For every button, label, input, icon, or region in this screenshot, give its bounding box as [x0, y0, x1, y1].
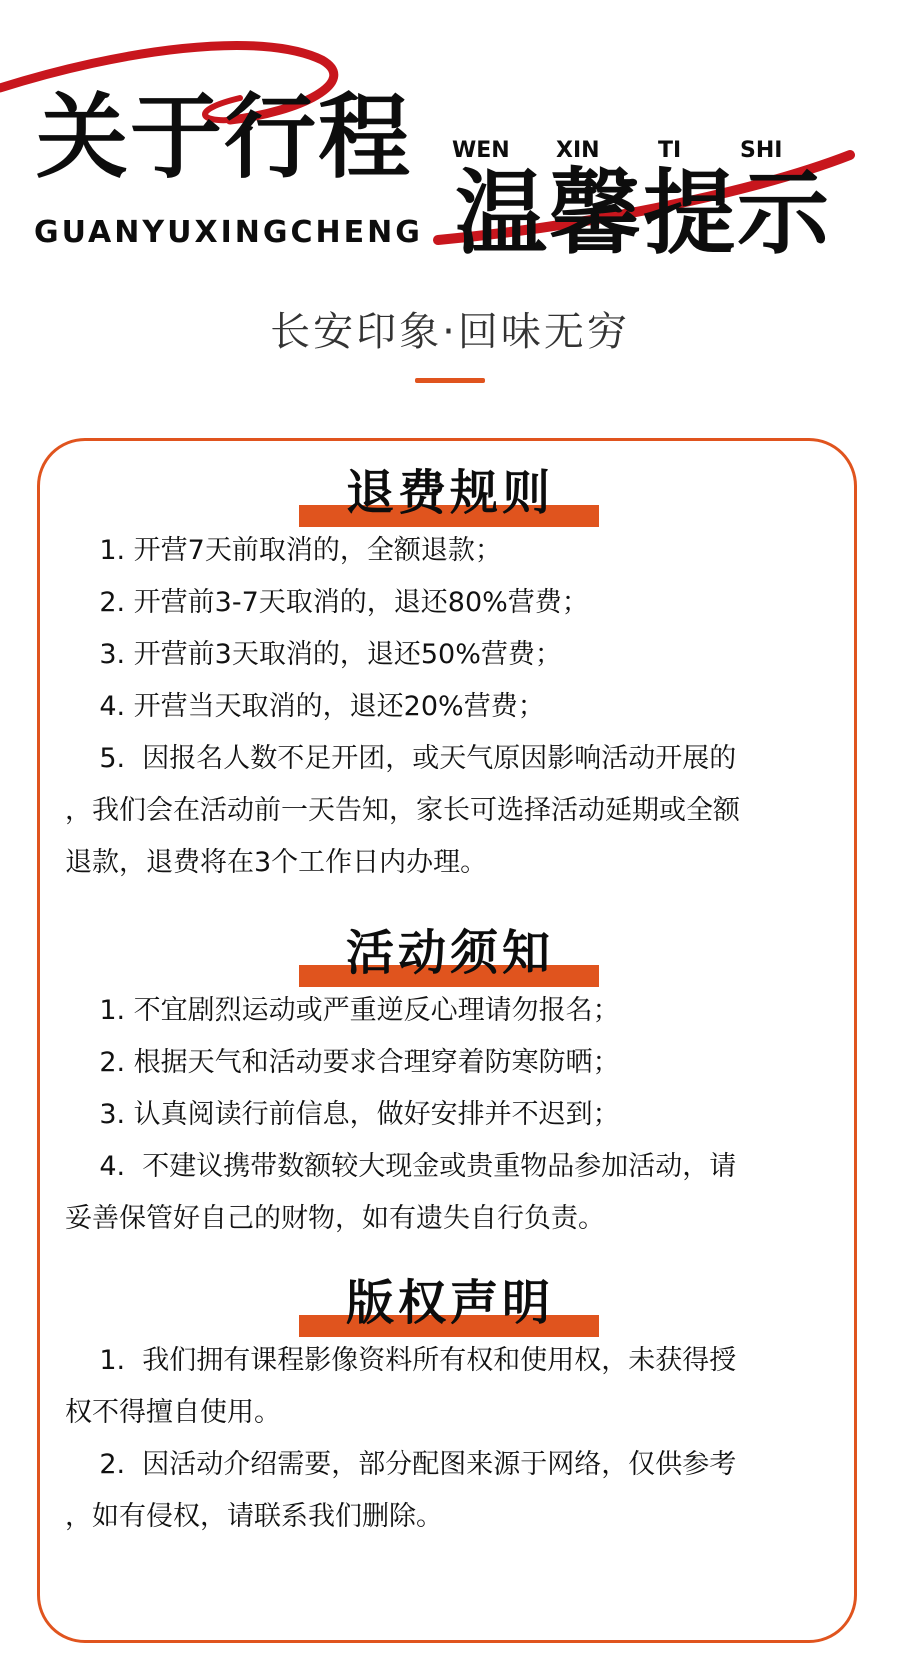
copyright-text: [65, 1335, 825, 1543]
activity-notice-text: [65, 985, 825, 1245]
text-line: ，我们会在活动前一天告知，家长可选择活动延期或全额: [65, 795, 740, 826]
section-heading-refund: [40, 465, 860, 521]
subtitle: 长安印象·回味无穷: [270, 309, 630, 355]
title-left: 关于行程: [36, 84, 413, 191]
title-right: 温馨提示: [455, 160, 832, 267]
section-heading-notice: [40, 925, 860, 981]
info-card: [37, 438, 857, 1643]
text-line: 1. 不宜剧烈运动或严重逆反心理请勿报名；: [65, 995, 620, 1026]
section-title: 退费规则: [345, 465, 554, 521]
section-heading-copyright: [40, 1275, 860, 1331]
text-line: ，如有侵权，请联系我们删除。: [65, 1501, 443, 1532]
refund-rules-text: [65, 525, 825, 889]
section-title: 活动须知: [345, 925, 554, 981]
subtitle-divider: [415, 378, 485, 383]
text-line: 退款，退费将在3个工作日内办理。: [65, 847, 488, 878]
text-line: 1. 我们拥有课程影像资料所有权和使用权，未获得授: [65, 1345, 737, 1376]
text-line: 2. 开营前3-7天取消的，退还80%营费；: [65, 587, 589, 618]
text-line: 4. 不建议携带数额较大现金或贵重物品参加活动，请: [65, 1151, 737, 1182]
text-line: 1. 开营7天前取消的，全额退款；: [65, 535, 502, 566]
text-line: 2. 因活动介绍需要，部分配图来源于网络，仅供参考: [65, 1449, 737, 1480]
text-line: 2. 根据天气和活动要求合理穿着防寒防晒；: [65, 1047, 620, 1078]
pinyin-shi: SHI: [740, 138, 783, 163]
pinyin-wen: WEN: [452, 138, 510, 163]
pinyin-xin: XIN: [556, 138, 600, 163]
text-line: 3. 开营前3天取消的，退还50%营费；: [65, 639, 562, 670]
text-line: 4. 开营当天取消的，退还20%营费；: [65, 691, 545, 722]
text-line: 权不得擅自使用。: [65, 1397, 281, 1428]
text-line: 5. 因报名人数不足开团，或天气原因影响活动开展的: [65, 743, 737, 774]
section-title: 版权声明: [345, 1275, 554, 1331]
pinyin-ti: TI: [658, 138, 682, 163]
title-left-pinyin: GUANYUXINGCHENG: [34, 215, 423, 250]
text-line: 妥善保管好自己的财物，如有遗失自行负责。: [65, 1203, 605, 1234]
text-line: 3. 认真阅读行前信息，做好安排并不迟到；: [65, 1099, 620, 1130]
